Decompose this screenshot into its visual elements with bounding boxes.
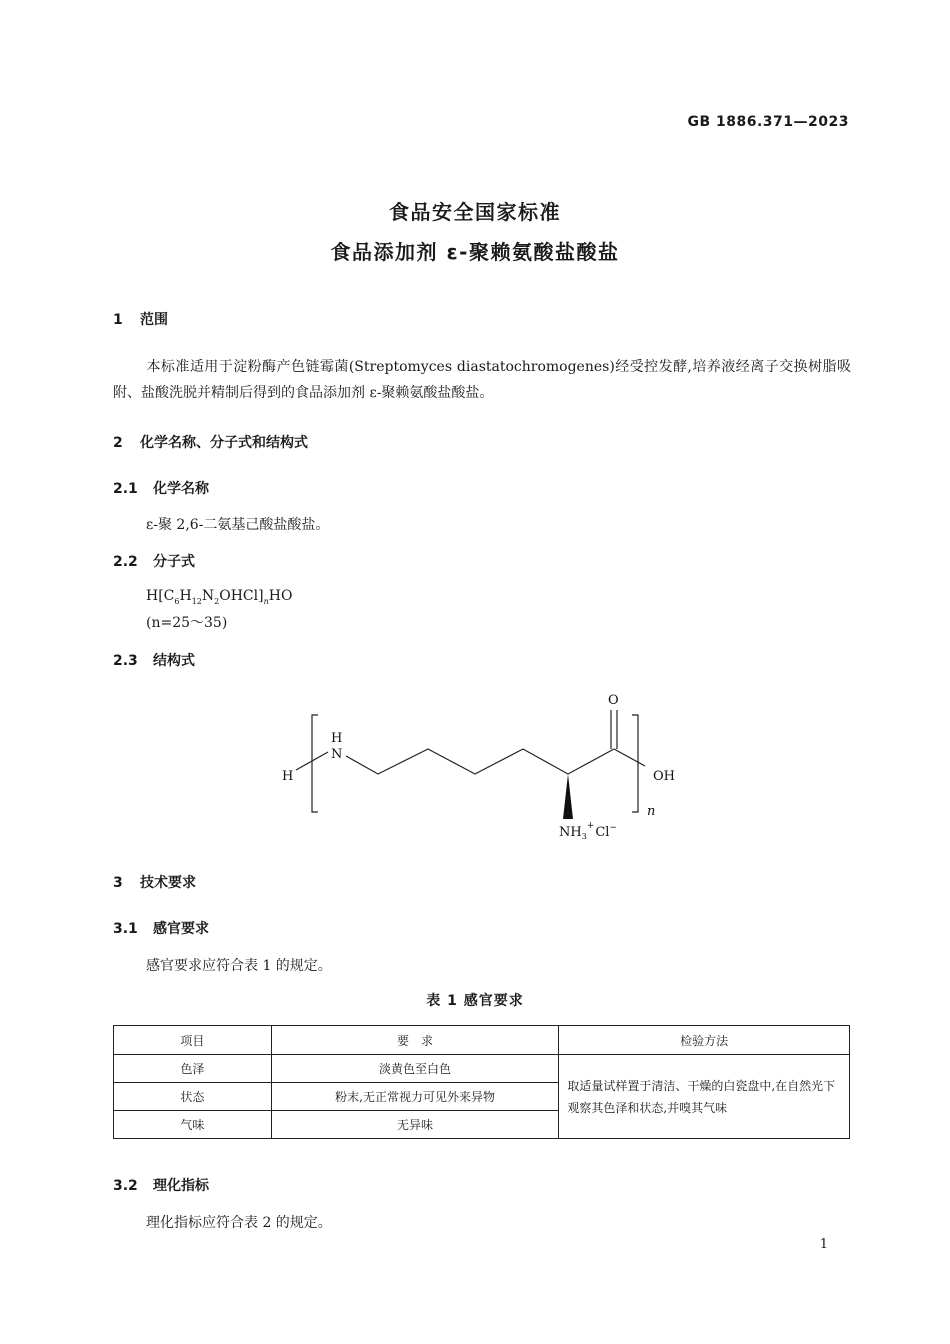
table-header-row [114,1026,850,1055]
standard-title-line1: 食品安全国家标准 [389,200,561,224]
molecular-formula: $H[C_6H_{12}N_2OHCl]_nHO$ [146,588,293,606]
section-2-1-heading [113,478,209,498]
chemical-name: ε-聚 2,6-二氨基己酸盐酸盐。 [146,517,330,533]
section-title: 范围 [140,312,168,328]
section-number: 3.1 [113,921,138,937]
section-number: 2.2 [113,554,138,570]
section-3-1-heading [113,918,209,938]
table-1-caption: 表 1 感官要求 [426,993,524,1009]
oxygen-label: O [608,693,619,708]
scope-text: 本标准适用于淀粉酶产色链霉菌(Streptomyces diastatochromogenes)经受控发酵,培养液经离子交换树脂吸附、盐酸洗脱并精制后得到的食品添加剂 ε-聚赖氨酸盐酸盐。 [113,359,851,401]
section-2-3-heading [113,650,195,670]
section-number: 2 [113,435,123,451]
section-number: 1 [113,312,123,328]
table-cell-item: 气味 [114,1111,272,1139]
section-title: 技术要求 [140,875,196,891]
section-3-heading [113,872,196,892]
carbon-chain [346,749,614,774]
table-cell-requirement: 淡黄色至白色 [271,1055,559,1083]
section-number: 2.1 [113,481,138,497]
wedge-bond [563,774,573,819]
section-1-body [113,354,851,406]
structural-formula [270,682,690,842]
hydroxyl-label: OH [653,769,675,784]
section-number: 3 [113,875,123,891]
table-header-method: 检验方法 [559,1026,850,1055]
table-cell-item: 状态 [114,1083,272,1111]
section-2-2-heading [113,551,195,571]
ammonium-label: $NH_3^+Cl^-$ [559,821,618,841]
sensory-requirements-table [113,1025,850,1139]
amide-h-label: H [331,731,343,746]
page-number: 1 [819,1237,828,1252]
section-3-2-heading [113,1175,209,1195]
section-title: 分子式 [153,554,195,570]
section-2-heading [113,432,308,452]
section-3-1-body: 感官要求应符合表 1 的规定。 [146,958,332,974]
left-bracket [312,715,318,812]
section-title: 结构式 [153,653,195,669]
table-row [114,1055,850,1083]
section-number: 3.2 [113,1178,138,1194]
section-title: 感官要求 [153,921,209,937]
section-title: 化学名称 [153,481,209,497]
table-cell-requirement: 无异味 [271,1111,559,1139]
repeat-n-label: n [647,804,656,819]
n-range: (n=25～35) [146,615,228,631]
amide-n-label: N [331,747,343,762]
section-number: 2.3 [113,653,138,669]
table-cell-requirement: 粉末,无正常视力可见外来异物 [271,1083,559,1111]
section-title: 化学名称、分子式和结构式 [140,435,308,451]
section-1-heading [113,309,168,329]
table-cell-method: 取适量试样置于清洁、干燥的白瓷盘中,在自然光下观察其色泽和状态,并嗅其气味 [559,1055,850,1139]
terminal-h-label: H [282,769,294,784]
document-code: GB 1886.371—2023 [687,114,849,130]
section-3-2-body: 理化指标应符合表 2 的规定。 [146,1215,332,1231]
table-header-requirement: 要 求 [271,1026,559,1055]
standard-title-line2: 食品添加剂 ε-聚赖氨酸盐酸盐 [330,240,620,264]
table-header-item: 项目 [114,1026,272,1055]
right-bracket [632,715,638,812]
table-cell-item: 色泽 [114,1055,272,1083]
section-title: 理化指标 [153,1178,209,1194]
